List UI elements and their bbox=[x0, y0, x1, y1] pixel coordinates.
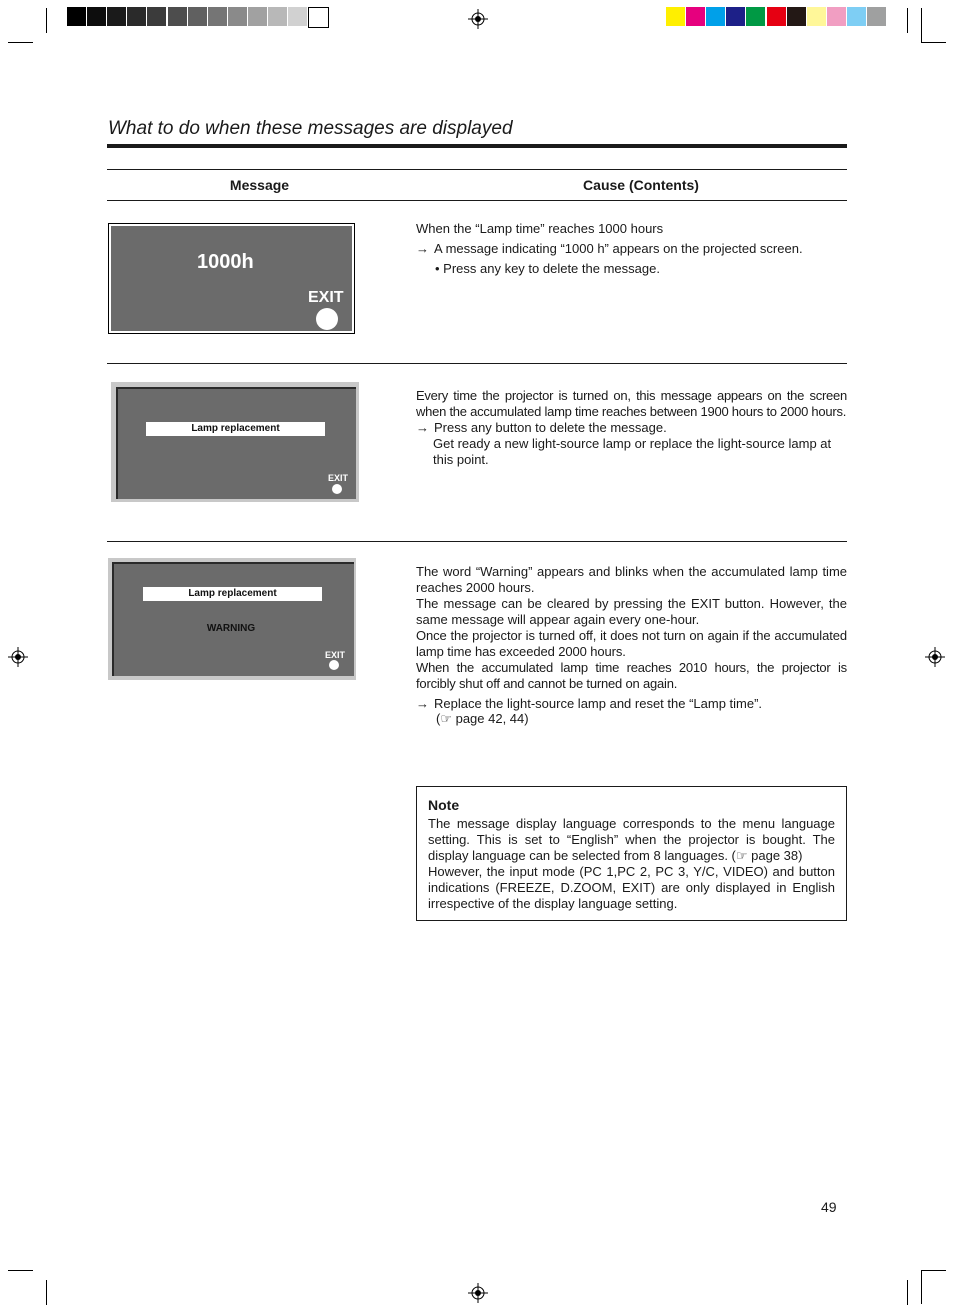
registration-mark-icon bbox=[468, 9, 488, 29]
row3-paragraph-4: When the accumulated lamp time reaches 2010 hours, the projector is forcibly shut off and cannot be turned on again. bbox=[416, 660, 847, 691]
gray-swatch bbox=[208, 7, 227, 26]
color-swatch bbox=[867, 7, 886, 26]
row3-paragraph-2: The message can be cleared by pressing the EXIT button. However, the same message will appear again every one-hour. bbox=[416, 596, 847, 627]
row1-line2: A message indicating “1000 h” appears on the projected screen. bbox=[434, 241, 803, 256]
gray-swatch bbox=[87, 7, 106, 26]
gray-swatch bbox=[188, 7, 207, 26]
header-bottom-rule bbox=[107, 200, 847, 201]
color-swatch bbox=[706, 7, 725, 26]
row-divider bbox=[107, 541, 847, 542]
row2-arrow-line: Press any button to delete the message. bbox=[434, 420, 667, 435]
exit-label: EXIT bbox=[328, 473, 349, 483]
message-column-header: Message bbox=[229, 177, 290, 193]
warning-text: WARNING bbox=[206, 623, 256, 634]
crop-mark bbox=[8, 42, 33, 43]
gray-swatch bbox=[168, 7, 187, 26]
gray-swatch bbox=[308, 7, 329, 28]
row2-paragraph: Every time the projector is turned on, this message appears on the screen when the accumulated lamp time reaches between 1900 hours to 2000 hours. bbox=[416, 388, 847, 419]
row3-arrow-line: Replace the light-source lamp and reset the “Lamp time”. bbox=[434, 696, 763, 711]
color-swatch bbox=[686, 7, 705, 26]
gray-swatch bbox=[147, 7, 166, 26]
note-paragraph-2: However, the input mode (PC 1,PC 2, PC 3, Y/C, VIDEO) and button indications (FREEZE, D.ZOOM, EXIT) are only displayed in English irrespective of the display language setting. bbox=[428, 864, 835, 911]
page-title: What to do when these messages are displayed bbox=[108, 118, 513, 139]
note-body bbox=[428, 816, 835, 912]
gray-swatch bbox=[268, 7, 287, 26]
crop-mark bbox=[921, 8, 922, 42]
row3-cause-text bbox=[416, 564, 847, 692]
cause-column-header: Cause (Contents) bbox=[583, 177, 699, 193]
screen-1000h bbox=[108, 223, 355, 334]
color-swatch bbox=[847, 7, 866, 26]
row2-indent: Get ready a new light-source lamp or replace the light-source lamp at this point. bbox=[433, 436, 832, 467]
registration-mark-icon bbox=[8, 647, 28, 667]
gray-swatch bbox=[127, 7, 146, 26]
crop-mark bbox=[46, 1280, 47, 1305]
exit-label: EXIT bbox=[308, 289, 344, 306]
gray-swatch bbox=[248, 7, 267, 26]
row1-bullet: • Press any key to delete the message. bbox=[435, 261, 660, 276]
exit-button-icon bbox=[329, 660, 339, 670]
gray-swatch bbox=[228, 7, 247, 26]
lamp-replacement-label: Lamp replacement bbox=[146, 422, 325, 436]
row3-paragraph-3: Once the projector is turned off, it does not turn on again if the accumulated lamp time has exceeded 2000 hours. bbox=[416, 628, 847, 659]
screen-1000h-text: 1000h bbox=[197, 251, 254, 273]
note-box bbox=[416, 786, 847, 921]
gray-swatch bbox=[288, 7, 307, 26]
color-swatch bbox=[807, 7, 826, 26]
crop-mark bbox=[907, 1280, 908, 1305]
note-paragraph-1: The message display language corresponds to the menu language setting. This is set to “English” when the projector is bought. The display language can be selected from 8 languages. (☞ page 38) bbox=[428, 816, 835, 863]
arrow-icon: → bbox=[416, 420, 429, 435]
color-swatch bbox=[746, 7, 765, 26]
exit-button-icon bbox=[332, 484, 342, 494]
page-number: 49 bbox=[821, 1199, 837, 1215]
exit-button-icon bbox=[316, 308, 338, 330]
note-heading: Note bbox=[428, 797, 460, 813]
crop-mark bbox=[907, 8, 908, 33]
lamp-replacement-label: Lamp replacement bbox=[143, 587, 322, 601]
crop-mark bbox=[8, 1270, 33, 1271]
exit-label: EXIT bbox=[325, 650, 346, 660]
title-rule bbox=[107, 144, 847, 148]
row3-paragraph-1: The word “Warning” appears and blinks when the accumulated lamp time reaches 2000 hours. bbox=[416, 564, 847, 595]
header-top-rule bbox=[107, 169, 847, 170]
color-swatch bbox=[787, 7, 806, 26]
color-swatch bbox=[767, 7, 786, 26]
crop-mark bbox=[46, 8, 47, 33]
gray-swatch bbox=[107, 7, 126, 26]
row1-line1: When the “Lamp time” reaches 1000 hours bbox=[416, 221, 664, 236]
registration-mark-icon bbox=[925, 647, 945, 667]
color-swatch bbox=[827, 7, 846, 26]
crop-mark bbox=[921, 1270, 946, 1271]
registration-mark-icon bbox=[468, 1283, 488, 1303]
color-swatch bbox=[666, 7, 685, 26]
screen-lamp-replacement bbox=[111, 382, 359, 502]
crop-mark bbox=[921, 1270, 922, 1304]
crop-mark bbox=[921, 42, 946, 43]
arrow-icon: → bbox=[416, 241, 429, 256]
arrow-icon: → bbox=[416, 696, 429, 711]
screen-lamp-warning bbox=[108, 558, 356, 680]
row3-page-ref: (☞ page 42, 44) bbox=[436, 711, 529, 726]
gray-swatch bbox=[67, 7, 86, 26]
row-divider bbox=[107, 363, 847, 364]
color-swatch bbox=[726, 7, 745, 26]
